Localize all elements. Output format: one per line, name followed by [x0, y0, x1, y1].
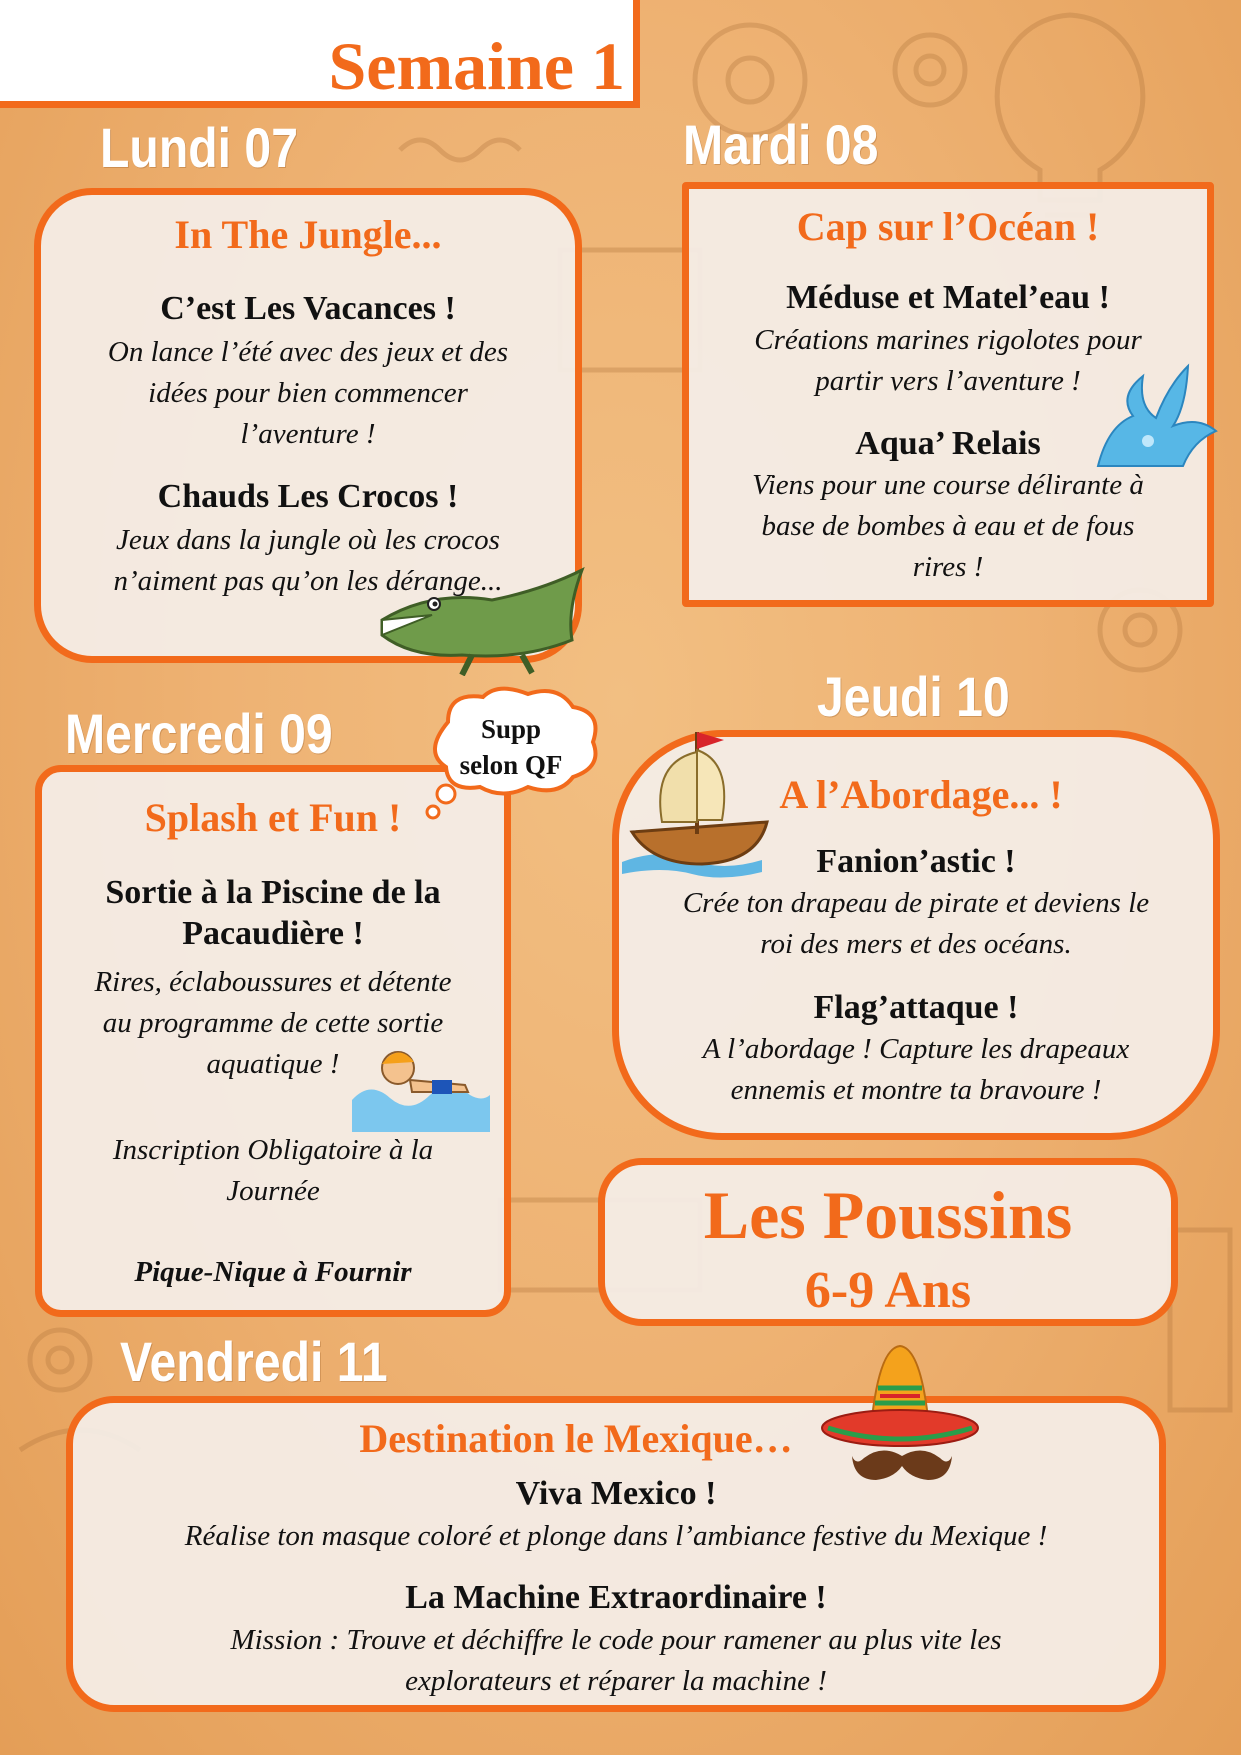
activity-title: La Machine Extraordinaire ! — [405, 1579, 827, 1616]
mustache-icon — [852, 1444, 952, 1486]
week-title: Semaine 1 — [328, 28, 625, 104]
crocodile-icon — [372, 560, 598, 676]
activity-description: On lance l’été avec des jeux et des idées pour bien commencer l’aventure ! — [107, 336, 509, 451]
activity-description: Créations marines rigolotes pour partir vers l’aventure ! — [754, 324, 1142, 398]
theme-wednesday: Splash et Fun ! — [144, 795, 402, 840]
day-label-tuesday: Mardi 08 — [683, 113, 879, 176]
activity-description: Réalise ton masque coloré et plonge dans l’ambiance festive du Mexique ! — [184, 1520, 1048, 1552]
registration-note: Inscription Obligatoire à la Journée — [112, 1134, 434, 1208]
theme-tuesday: Cap sur l’Océan ! — [796, 204, 1100, 249]
day-label-friday: Vendredi 11 — [120, 1330, 388, 1393]
group-age: 6-9 Ans — [804, 1262, 972, 1319]
activity-title: Méduse et Matel’eau ! — [786, 279, 1110, 316]
theme-thursday: A l’Abordage... ! — [779, 772, 1063, 817]
activity-title: Chauds Les Crocos ! — [157, 478, 459, 515]
activity-description: Mission : Trouve et déchiffre le code pour ramener au plus vite les explorateurs et réparer la machine ! — [230, 1624, 1002, 1698]
activity-description: A l’abordage ! Capture les drapeaux ennemis et montre ta bravoure ! — [702, 1033, 1130, 1107]
group-box — [598, 1158, 1178, 1326]
activity-description: Crée ton drapeau de pirate et deviens le roi des mers et des océans. — [682, 887, 1150, 961]
swimmer-icon — [350, 1040, 492, 1132]
gear-icon — [30, 1330, 90, 1390]
group-name: Les Poussins — [703, 1177, 1073, 1253]
bubble-line: Supp — [480, 714, 542, 744]
day-label-monday: Lundi 07 — [100, 116, 299, 179]
card-friday — [66, 1396, 1166, 1712]
activity-description: Jeux dans la jungle où les crocos n’aiment pas qu’on les dérange... — [113, 524, 503, 598]
week-title-box — [0, 0, 640, 108]
water-splash-icon — [1088, 356, 1223, 471]
activity-title: Viva Mexico ! — [515, 1475, 717, 1512]
activity-title: Sortie à la Piscine de la Pacaudière ! — [105, 874, 441, 953]
supp-bubble — [418, 682, 604, 824]
theme-monday: In The Jungle... — [174, 212, 442, 257]
activity-title: Flag’attaque ! — [813, 989, 1019, 1026]
activity-title: C’est Les Vacances ! — [160, 290, 456, 327]
gear-icon — [895, 35, 965, 105]
bubble-line: selon QF — [459, 750, 563, 780]
activity-description: Rires, éclaboussures et détente au programme de cette sortie aquatique ! — [94, 966, 452, 1081]
activity-description: Viens pour une course délirante à base de bombes à eau et de fous rires ! — [752, 469, 1144, 584]
day-label-wednesday: Mercredi 09 — [65, 702, 333, 765]
pirate-ship-icon — [612, 722, 772, 882]
picnic-note: Pique-Nique à Fournir — [134, 1256, 412, 1288]
day-label-thursday: Jeudi 10 — [817, 665, 1010, 728]
theme-friday: Destination le Mexique… — [359, 1416, 793, 1461]
activity-title: Aqua’ Relais — [855, 425, 1041, 462]
activity-title: Fanion’astic ! — [816, 843, 1016, 880]
